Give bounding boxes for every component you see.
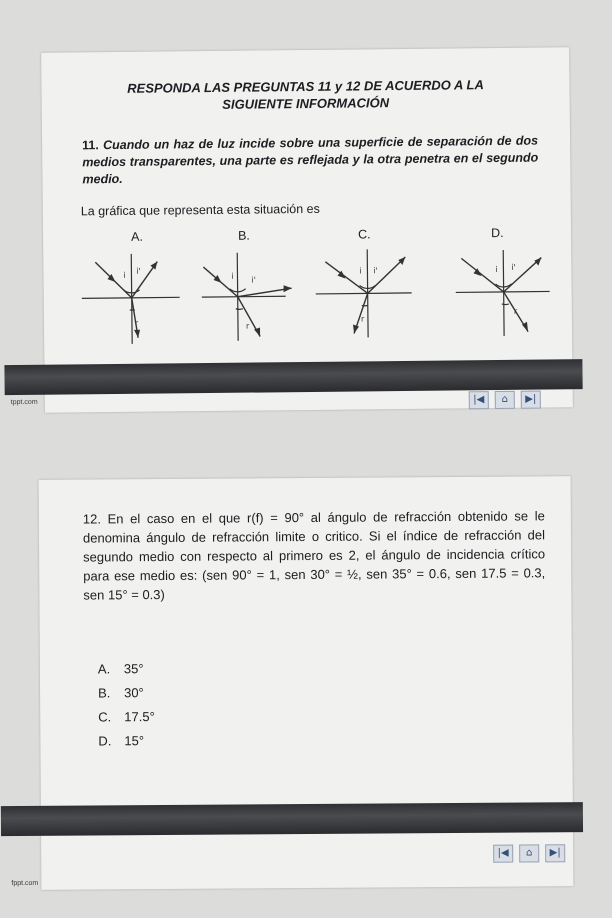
answer-letter: C. bbox=[98, 709, 112, 725]
option-a-label: A. bbox=[130, 229, 143, 244]
heading-line-1: RESPONDA LAS PREGUNTAS 11 y 12 DE ACUERDO A LA bbox=[127, 77, 484, 96]
answer-b[interactable] bbox=[98, 681, 155, 705]
option-d-r-label: r bbox=[513, 306, 518, 316]
answer-c[interactable] bbox=[98, 705, 155, 729]
question-12-number: 12. bbox=[82, 511, 101, 527]
answer-value: 15° bbox=[124, 733, 145, 749]
answer-value: 30° bbox=[124, 685, 144, 701]
question-11-number: 11. bbox=[82, 138, 99, 153]
option-b-diagram bbox=[201, 248, 302, 345]
question-11 bbox=[82, 133, 539, 189]
answer-d[interactable] bbox=[98, 729, 155, 753]
slide-footer-bar bbox=[1, 802, 583, 836]
home-button[interactable]: ⌂ bbox=[495, 391, 515, 409]
option-d-label: D. bbox=[490, 225, 504, 241]
footer-site-label: tppt.com bbox=[10, 398, 38, 407]
option-b-label: B. bbox=[237, 228, 250, 243]
home-button[interactable]: ⌂ bbox=[519, 844, 539, 862]
slide-question-11 bbox=[10, 47, 573, 413]
question-11-text: Cuando un haz de luz incide sobre una superficie de separación de dos medios transparentes, una parte es reflejada y la otra penetra en el segundo medio. bbox=[82, 133, 539, 187]
option-c-ip-label: i' bbox=[373, 266, 378, 276]
option-a-diagram bbox=[81, 249, 182, 346]
option-b-i-label: i bbox=[231, 271, 234, 281]
first-slide-button[interactable]: |◀ bbox=[493, 845, 513, 863]
option-d-diagram bbox=[455, 245, 552, 342]
slide-nav bbox=[469, 391, 541, 410]
answer-letter: B. bbox=[98, 685, 111, 701]
answer-list bbox=[98, 657, 155, 753]
question-12-text: En el caso en el que r(f) = 90° al ángulo de refracción obtenido se le denomina ángulo de refracción limite o critico. Si el índice de refracción del segundo medio con respecto al primero es 2, el ángulo de incidencia crítico para ese medio es: (sen 90° = 1, sen 30° = ½, sen 35° = 0.6, sen 17.5 = 0.3, sen 15° = 0.3) bbox=[82, 508, 546, 603]
slide-question-12 bbox=[11, 476, 574, 890]
answer-a[interactable] bbox=[98, 657, 155, 681]
first-slide-button[interactable]: |◀ bbox=[469, 391, 489, 409]
heading-line-2: SIGUIENTE INFORMACIÓN bbox=[222, 95, 390, 112]
question-12 bbox=[83, 506, 546, 604]
answer-letter: A. bbox=[97, 661, 111, 677]
answer-value: 17.5° bbox=[124, 709, 155, 725]
option-c-label: C. bbox=[357, 227, 371, 242]
footer-site-label: fppt.com bbox=[11, 879, 39, 888]
option-a-i-label: i bbox=[123, 270, 126, 280]
option-c-r-label: r bbox=[360, 314, 365, 324]
option-c-i-label: i bbox=[359, 266, 362, 276]
option-d-ip-label: i' bbox=[511, 262, 516, 272]
answer-letter: D. bbox=[98, 733, 112, 749]
option-a-r-label: r bbox=[134, 318, 139, 328]
last-slide-button[interactable]: ▶| bbox=[545, 844, 565, 862]
option-b-ip-label: i' bbox=[251, 275, 256, 285]
answer-value: 35° bbox=[123, 661, 144, 677]
slide-nav bbox=[493, 844, 565, 863]
question-11-lead: La gráfica que representa esta situación es bbox=[80, 201, 320, 219]
last-slide-button[interactable]: ▶| bbox=[521, 391, 541, 409]
option-d-i-label: i bbox=[495, 265, 498, 275]
option-c-diagram bbox=[315, 245, 416, 342]
option-b-r-label: r bbox=[245, 321, 250, 331]
slide-footer-bar bbox=[4, 359, 582, 395]
option-a-ip-label: i' bbox=[136, 266, 141, 276]
